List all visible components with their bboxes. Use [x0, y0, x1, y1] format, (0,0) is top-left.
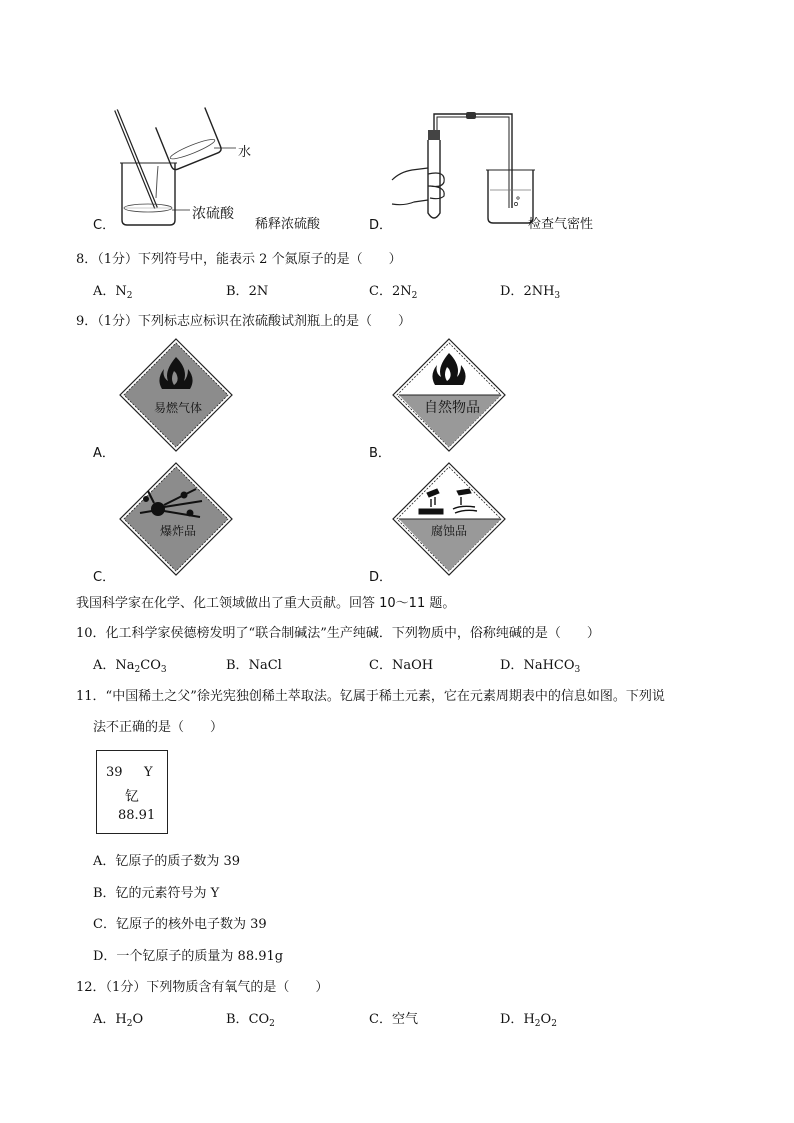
- q12-option-d: D．$H_2O_2$: [500, 1012, 557, 1029]
- q10-stem: 10．化工科学家侯德榜发明了“联合制碱法”生产纯碱．下列物质中，俗称纯碱的是（ ）: [76, 626, 600, 641]
- q10-option-d: D．NaHCO$_3$: [500, 658, 581, 675]
- element-mass: 88.91: [118, 808, 156, 823]
- q8-stem: 8．（1分）下列符号中，能表示 2 个氮原子的是（ ）: [76, 252, 402, 267]
- sign-d-text: 腐蚀品: [431, 524, 468, 538]
- q10-option-b: B．NaCl: [226, 658, 282, 673]
- q7-option-d-caption: 检查气密性: [528, 217, 594, 232]
- q7-option-d-letter: D．: [369, 218, 393, 233]
- q9-option-c-letter: C．: [93, 570, 116, 585]
- q11-stem-line1: 11．“中国稀土之父”徐光宪独创稀土萃取法。钇属于稀土元素，它在元素周期表中的信息如图。下列说: [76, 689, 665, 704]
- sign-b-text: 自然物品: [424, 400, 480, 416]
- q8-option-c: C．$2N_2$: [369, 284, 418, 301]
- element-atomic-number: 39: [106, 765, 123, 780]
- sign-explosive: [118, 461, 234, 577]
- q8-option-b: B．2N: [226, 284, 269, 299]
- q9-stem: 9．（1分）下列标志应标识在浓硫酸试剂瓶上的是（ ）: [76, 314, 412, 329]
- section-intro: 我国科学家在化学、化工领域做出了重大贡献。回答 10～11 题。: [76, 596, 456, 611]
- element-name: 钇: [125, 789, 139, 805]
- q7-water-label: 水: [238, 145, 252, 160]
- sign-c-text: 爆炸品: [160, 524, 197, 538]
- element-card-yttrium: [96, 750, 168, 834]
- sign-a-text: 易燃气体: [154, 401, 203, 415]
- q8-option-a: A．$N_2$: [93, 284, 133, 301]
- q10-option-a: A．$Na_2CO_3$: [93, 658, 167, 675]
- q12-option-a: A．$H_2O$: [93, 1012, 144, 1029]
- q11-option-d: D．一个钇原子的质量为 88.91g: [93, 949, 284, 964]
- q12-stem: 12．（1分）下列物质含有氧气的是（ ）: [76, 980, 329, 995]
- q9-option-d-letter: D．: [369, 570, 393, 585]
- q7-airtightness-illustration: [390, 108, 540, 233]
- q9-option-a-letter: A．: [93, 446, 115, 461]
- q9-option-b-letter: B．: [369, 446, 391, 461]
- q11-option-a: A．钇原子的质子数为 39: [93, 854, 241, 869]
- q7-option-c-caption: 稀释浓硫酸: [255, 217, 321, 232]
- q7-option-c-letter: C．: [93, 218, 116, 233]
- q11-option-c: C．钇原子的核外电子数为 39: [93, 917, 267, 932]
- q12-option-c: C．空气: [369, 1012, 418, 1027]
- q8-option-d: D．$2NH_3$: [500, 284, 561, 301]
- sign-flammable-gas: [118, 337, 234, 453]
- q12-option-b: B．$CO_2$: [226, 1012, 275, 1029]
- q11-stem-line2: 法不正确的是（ ）: [93, 720, 224, 735]
- q7-acid-label: 浓硫酸: [192, 206, 234, 222]
- q10-option-c: C．NaOH: [369, 658, 434, 673]
- q11-option-b: B．钇的元素符号为 Y: [93, 886, 220, 901]
- sign-corrosive: [391, 461, 507, 577]
- element-symbol: Y: [144, 765, 153, 780]
- sign-spontaneous-combustion: [391, 337, 507, 453]
